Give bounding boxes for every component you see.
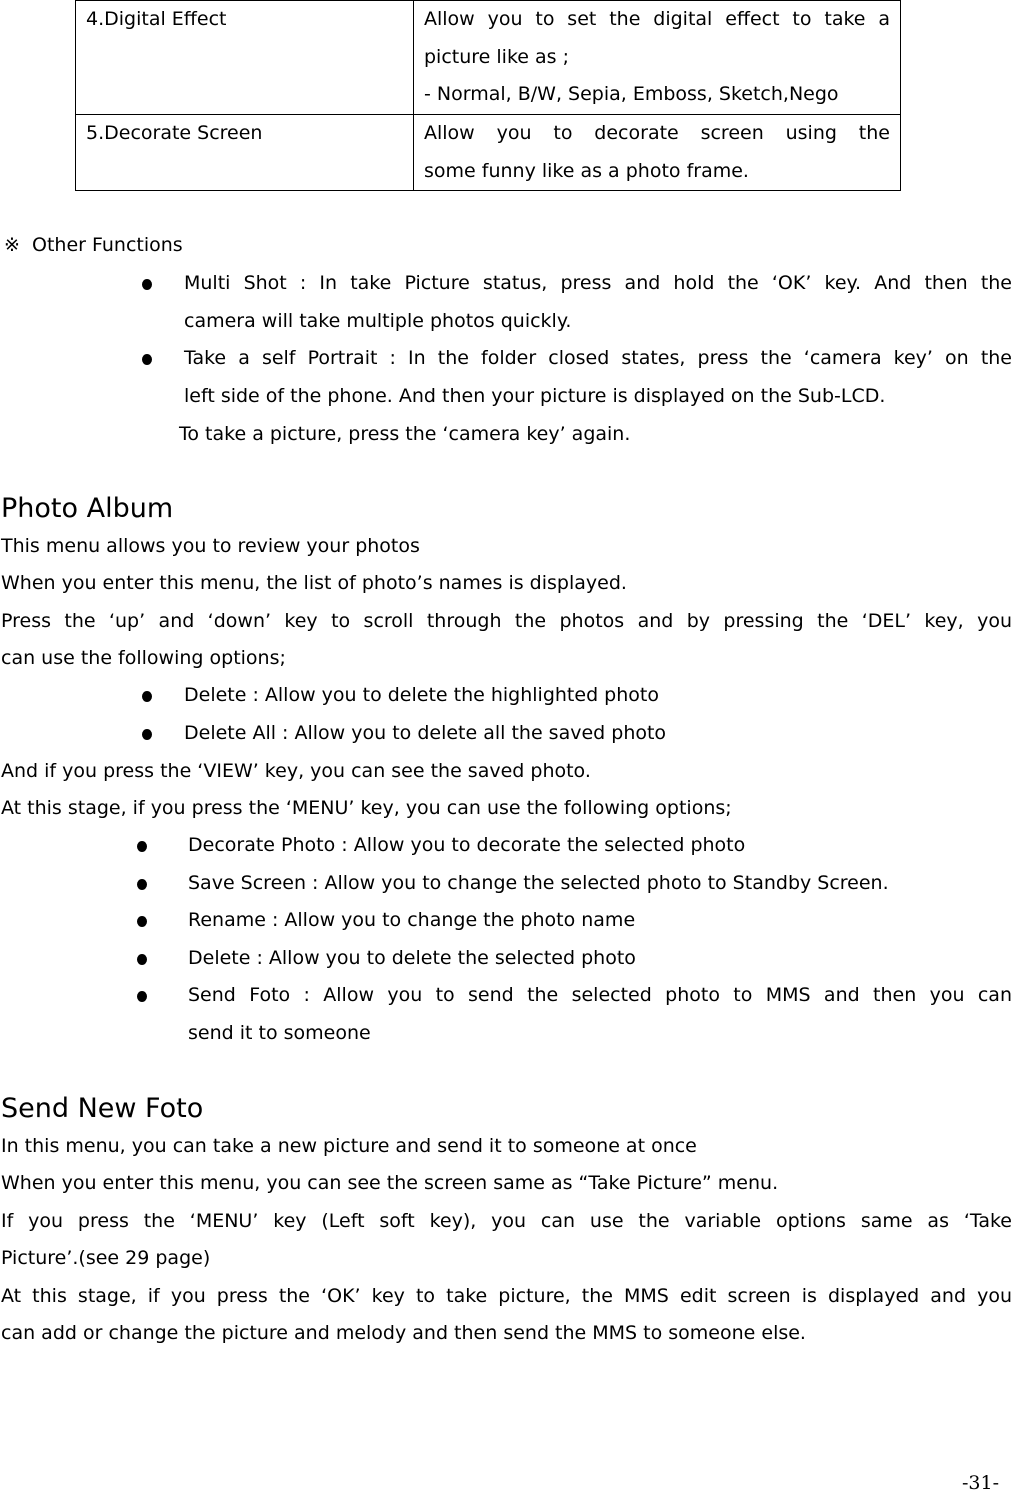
bullet-icon: [137, 879, 147, 890]
function-table: [75, 0, 901, 191]
paragraph-line: And if you press the ‘VIEW’ key, you can see the saved photo.: [1, 760, 591, 782]
section-title: Other Functions: [32, 234, 183, 256]
list-item: Save Screen : Allow you to change the selected photo to Standby Screen.: [188, 872, 889, 894]
list-item: Decorate Photo : Allow you to decorate the selected photo: [188, 834, 746, 856]
bullet-icon: [142, 729, 152, 740]
bullet-icon: [137, 991, 147, 1002]
note-text: To take a picture, press the ‘camera key’ again.: [179, 423, 631, 445]
list-item-continuation: camera will take multiple photos quickly.: [184, 310, 572, 332]
list-item: Delete : Allow you to delete the selected photo: [188, 947, 636, 969]
paragraph-line: If you press the ‘MENU’ key (Left soft key), you can use the variable options same as ‘Take: [1, 1210, 1012, 1232]
paragraph-line: can use the following options;: [1, 647, 286, 669]
paragraph-line: When you enter this menu, you can see the screen same as “Take Picture” menu.: [1, 1172, 779, 1194]
list-item: Multi Shot : In take Picture status, press and hold the ‘OK’ key. And then the: [184, 272, 1012, 294]
bullet-icon: [142, 691, 152, 702]
function-name: 5.Decorate Screen: [76, 115, 414, 191]
table-row: [76, 115, 901, 191]
function-description: Allow you to set the digital effect to take a picture like as ; - Normal, B/W, Sepia, Emboss, Sketch,Nego: [414, 1, 901, 115]
bullet-icon: [142, 279, 152, 290]
bullet-icon: [137, 954, 147, 965]
bullet-icon: [142, 354, 152, 365]
paragraph-line: When you enter this menu, the list of photo’s names is displayed.: [1, 572, 627, 594]
paragraph-line: In this menu, you can take a new picture and send it to someone at once: [1, 1135, 697, 1157]
list-item: Take a self Portrait : In the folder closed states, press the ‘camera key’ on the: [184, 347, 1012, 369]
paragraph-line: can add or change the picture and melody and then send the MMS to someone else.: [1, 1322, 806, 1344]
paragraph-line: At this stage, if you press the ‘OK’ key to take picture, the MMS edit screen is displayed and you: [1, 1285, 1012, 1307]
bullet-icon: [137, 916, 147, 927]
reference-mark-icon: ※: [4, 234, 20, 256]
paragraph-line: Press the ‘up’ and ‘down’ key to scroll through the photos and by pressing the ‘DEL’ key, you: [1, 610, 1012, 632]
list-item-continuation: left side of the phone. And then your picture is displayed on the Sub-LCD.: [184, 385, 886, 407]
list-item: Delete : Allow you to delete the highlighted photo: [184, 684, 659, 706]
list-item: Send Foto : Allow you to send the selected photo to MMS and then you can: [188, 984, 1012, 1006]
page-number: -31-: [962, 1472, 1000, 1494]
function-name: 4.Digital Effect: [76, 1, 414, 115]
bullet-icon: [137, 841, 147, 852]
paragraph-line: This menu allows you to review your photos: [1, 535, 420, 557]
paragraph-line: At this stage, if you press the ‘MENU’ key, you can use the following options;: [1, 797, 732, 819]
list-item: Delete All : Allow you to delete all the saved photo: [184, 722, 667, 744]
list-item: Rename : Allow you to change the photo name: [188, 909, 636, 931]
section-heading: Photo Album: [1, 493, 174, 524]
list-item-continuation: send it to someone: [188, 1022, 371, 1044]
paragraph-line: Picture’.(see 29 page): [1, 1247, 211, 1269]
table-row: [76, 1, 901, 115]
section-heading: Send New Foto: [1, 1093, 204, 1124]
function-description: Allow you to decorate screen using the some funny like as a photo frame.: [414, 115, 901, 191]
